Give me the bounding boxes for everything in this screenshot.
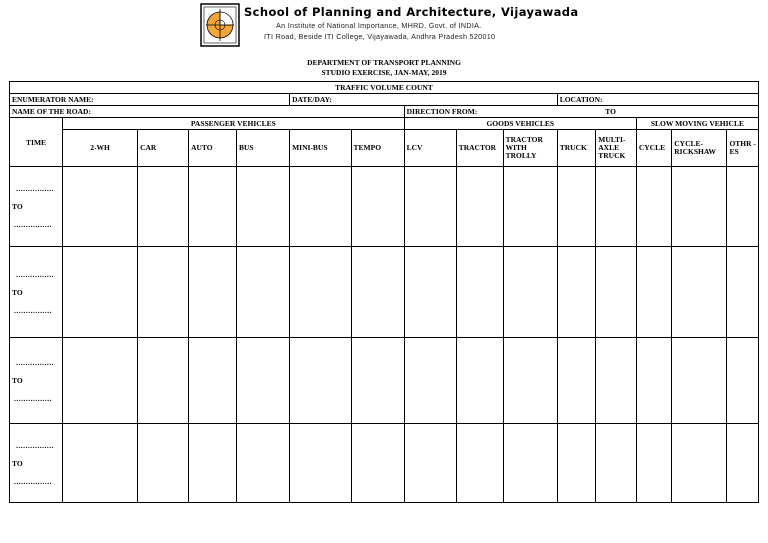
count-cell[interactable] [290, 338, 351, 424]
count-cell[interactable] [138, 424, 189, 503]
goods-vehicles-header: GOODS VEHICLES [404, 118, 636, 130]
col-tractor-trolly: TRACTOR WITH TROLLY [503, 130, 557, 167]
count-cell[interactable] [404, 247, 456, 338]
count-cell[interactable] [727, 424, 759, 503]
spa-logo-icon [200, 3, 240, 47]
count-cell[interactable] [596, 247, 637, 338]
col-car: CAR [138, 130, 189, 167]
count-cell[interactable] [672, 167, 727, 247]
count-cell[interactable] [290, 167, 351, 247]
col-cycle-rickshaw: CYCLE-RICKSHAW [672, 130, 727, 167]
time-to-label: TO [12, 376, 23, 385]
time-to-blank: ................ [14, 305, 52, 315]
time-to-label: TO [12, 458, 23, 468]
count-cell[interactable] [557, 338, 596, 424]
institute-header [200, 3, 579, 48]
traffic-count-form [9, 81, 759, 503]
time-to-label: TO [12, 202, 23, 211]
col-multi-axle-truck: MULTI-AXLE TRUCK [596, 130, 637, 167]
col-auto: AUTO [189, 130, 237, 167]
col-2wh: 2-WH [63, 130, 138, 167]
department-heading [0, 58, 768, 78]
count-cell[interactable] [596, 424, 637, 503]
time-to-label: TO [12, 287, 23, 297]
count-cell[interactable] [404, 424, 456, 503]
time-from-blank: ................ [16, 184, 54, 193]
count-cell[interactable] [63, 338, 138, 424]
count-cell[interactable] [456, 424, 503, 503]
count-cell[interactable] [727, 247, 759, 338]
col-minibus: MINI-BUS [290, 130, 351, 167]
count-cell[interactable] [636, 424, 671, 503]
direction-field[interactable] [404, 106, 758, 118]
count-cell[interactable] [503, 247, 557, 338]
count-cell[interactable] [456, 167, 503, 247]
time-slot-cell[interactable] [10, 338, 63, 424]
time-slot-cell[interactable] [10, 424, 63, 503]
count-cell[interactable] [351, 424, 404, 503]
table-row [10, 338, 759, 424]
passenger-vehicles-header: PASSENGER VEHICLES [63, 118, 405, 130]
table-row [10, 424, 759, 503]
form-title: TRAFFIC VOLUME COUNT [10, 82, 759, 94]
time-from-blank: ................ [16, 358, 54, 367]
count-cell[interactable] [503, 338, 557, 424]
time-to-blank: ................ [14, 394, 52, 403]
count-cell[interactable] [456, 247, 503, 338]
count-cell[interactable] [236, 167, 289, 247]
count-cell[interactable] [236, 338, 289, 424]
count-cell[interactable] [189, 247, 237, 338]
col-tempo: TEMPO [351, 130, 404, 167]
direction-to-label: TO [605, 107, 616, 116]
count-cell[interactable] [236, 247, 289, 338]
count-cell[interactable] [351, 247, 404, 338]
count-cell[interactable] [404, 338, 456, 424]
count-cell[interactable] [672, 247, 727, 338]
count-cell[interactable] [189, 167, 237, 247]
road-name-field[interactable]: NAME OF THE ROAD: [10, 106, 405, 118]
enumerator-name-field[interactable]: ENUMERATOR NAME: [10, 94, 290, 106]
col-cycle: CYCLE [636, 130, 671, 167]
count-cell[interactable] [557, 247, 596, 338]
col-truck: TRUCK [557, 130, 596, 167]
table-row [10, 167, 759, 247]
count-cell[interactable] [672, 338, 727, 424]
count-cell[interactable] [290, 247, 351, 338]
count-cell[interactable] [596, 167, 637, 247]
count-cell[interactable] [636, 247, 671, 338]
count-cell[interactable] [138, 338, 189, 424]
col-bus: BUS [236, 130, 289, 167]
institute-name: School of Planning and Architecture, Vijayawada [244, 5, 579, 19]
col-others: OTHR -ES [727, 130, 759, 167]
count-cell[interactable] [351, 338, 404, 424]
time-from-blank: ................ [16, 269, 54, 279]
count-cell[interactable] [503, 424, 557, 503]
count-cell[interactable] [727, 167, 759, 247]
studio-exercise: STUDIO EXERCISE, JAN-MAY, 2019 [321, 68, 447, 77]
count-cell[interactable] [596, 338, 637, 424]
count-cell[interactable] [189, 338, 237, 424]
count-cell[interactable] [456, 338, 503, 424]
count-cell[interactable] [636, 338, 671, 424]
department-name: DEPARTMENT OF TRANSPORT PLANNING [307, 58, 461, 67]
count-cell[interactable] [236, 424, 289, 503]
institute-address: ITI Road, Beside ITI College, Vijayawada, Andhra Pradesh 520010 [264, 32, 496, 41]
count-cell[interactable] [557, 167, 596, 247]
count-rows [10, 167, 759, 503]
slow-moving-vehicle-header: SLOW MOVING VEHICLE [636, 118, 758, 130]
time-slot-cell[interactable] [10, 167, 63, 247]
date-day-field[interactable]: DATE/DAY: [290, 94, 558, 106]
count-cell[interactable] [727, 338, 759, 424]
count-cell[interactable] [557, 424, 596, 503]
count-cell[interactable] [138, 167, 189, 247]
count-cell[interactable] [63, 167, 138, 247]
time-slot-cell[interactable] [10, 247, 63, 338]
time-to-blank: ................ [14, 476, 52, 486]
time-to-blank: ................ [14, 220, 52, 229]
count-cell[interactable] [672, 424, 727, 503]
count-cell[interactable] [290, 424, 351, 503]
count-cell[interactable] [351, 167, 404, 247]
count-cell[interactable] [63, 424, 138, 503]
count-cell[interactable] [63, 247, 138, 338]
count-cell[interactable] [138, 247, 189, 338]
count-cell[interactable] [636, 167, 671, 247]
table-row [10, 247, 759, 338]
count-cell[interactable] [404, 167, 456, 247]
col-lcv: LCV [404, 130, 456, 167]
institute-subtitle: An Institute of National Importance, MHRD, Govt. of INDIA. [276, 21, 482, 30]
direction-from-label: DIRECTION FROM: [406, 107, 478, 116]
time-header: TIME [10, 118, 63, 167]
time-from-blank: ................ [16, 440, 54, 450]
location-field[interactable]: LOCATION: [557, 94, 758, 106]
count-cell[interactable] [189, 424, 237, 503]
count-cell[interactable] [503, 167, 557, 247]
col-tractor: TRACTOR [456, 130, 503, 167]
